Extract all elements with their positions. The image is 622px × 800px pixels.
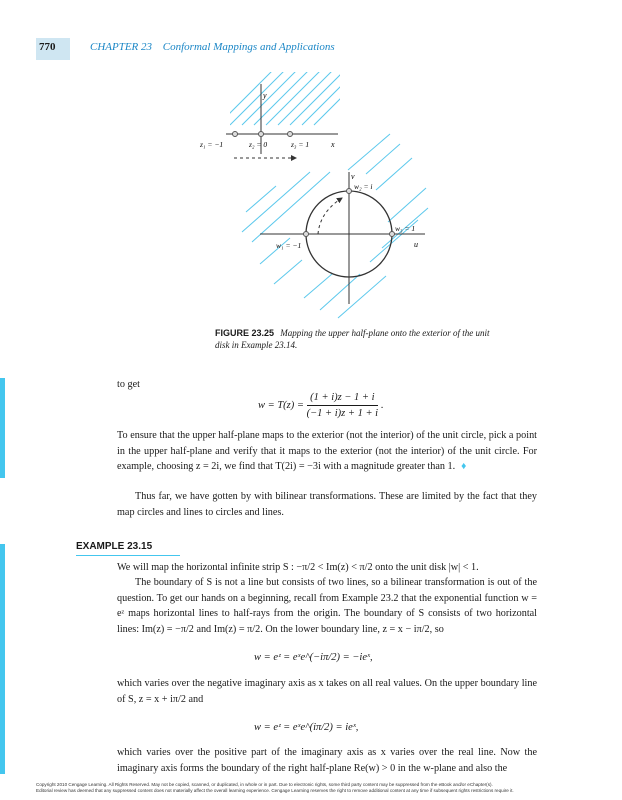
example-lower-result: which varies over the negative imaginary axis as x takes on all real values. On the upper boundary line of S, z = x + iπ/2 and xyxy=(117,678,537,705)
x-axis-label: x xyxy=(331,140,335,149)
example-intro: We will map the horizontal infinite strip S : −π/2 < Im(z) < π/2 onto the unit disk |w| < 1. xyxy=(117,562,479,573)
eq1-denominator: (−1 + i)z + 1 + i xyxy=(306,408,379,419)
caption-text: Mapping the upper half-plane onto the exterior of the unit disk in Example 23.14. xyxy=(215,328,490,350)
label-z3: z₃ = 1 xyxy=(291,140,310,149)
eq1-numerator: (1 + i)z − 1 + i xyxy=(307,392,379,406)
equation-lower-boundary: w = eᶻ = eˣe^(−iπ/2) = −ieˣ, xyxy=(254,652,373,663)
to-get-text: to get xyxy=(117,379,140,390)
point-z3 xyxy=(288,132,293,137)
label-w1: w₁ = −1 xyxy=(276,241,302,250)
equation-upper-boundary: w = eᶻ = eˣe^(iπ/2) = ieˣ, xyxy=(254,722,359,733)
example-heading-rule xyxy=(76,555,180,556)
eq1-lhs: w = T(z) = xyxy=(258,400,304,411)
point-w2 xyxy=(347,189,352,194)
page-number: 770 xyxy=(39,41,56,53)
point-w3 xyxy=(390,232,395,237)
example-upper-result: which varies over the positive part of the imaginary axis as x varies over the real line. Now the imaginary axis forms the boundary of the right half-plane Re(w) > 0 in the w-plane and also the xyxy=(117,747,537,774)
label-w3: w₃ = 1 xyxy=(395,224,416,233)
label-z2: z₂ = 0 xyxy=(249,140,268,149)
paragraph-exterior-check xyxy=(117,428,537,475)
para1-text: To ensure that the upper half-plane maps to the exterior (not the interior) of the unit circle, pick a point in the upper half-plane and verify that it maps to the exterior (not the interior) of the unit circle. For example, choosing z = 2i, we find that T(2i) = −3i with a magnitude greater than 1. xyxy=(117,430,537,472)
point-z1 xyxy=(233,132,238,137)
copyright-footer xyxy=(36,782,596,794)
equation-bilinear xyxy=(258,392,383,419)
y-axis-label: y xyxy=(263,91,267,100)
chapter-title: Conformal Mappings and Applications xyxy=(162,41,335,53)
example-boundary-paragraph: The boundary of S is not a line but consists of two lines, so a bilinear transformation is out of the question. To get our hands on a beginning, recall from Example 23.2 that the exponential function w = eᶻ maps horizontal lines to half-rays from the origin. The boundary of S consists of two horizontal lines: Im(z) = −π/2 and Im(z) = π/2. On the lower boundary line, z = x − iπ/2, so xyxy=(117,577,537,635)
v-axis-label: v xyxy=(351,172,355,181)
chapter-label: CHAPTER 23 xyxy=(90,41,153,53)
point-w1 xyxy=(304,232,309,237)
paragraph-bilinear-limits: Thus far, we have gotten by with bilinear transformations. These are limited by the fact that they map circles and lines to circles and lines. xyxy=(117,491,537,518)
label-w2: w₂ = i xyxy=(354,182,373,191)
margin-bar-example xyxy=(0,544,5,774)
end-of-example-icon: ♦ xyxy=(461,461,467,472)
margin-bar-top xyxy=(0,378,5,478)
w-dashed-arrow xyxy=(318,198,342,234)
caption-label: FIGURE 23.25 xyxy=(215,328,275,338)
eq1-fraction xyxy=(307,392,379,419)
eq1-end: . xyxy=(380,400,384,411)
footer-line-1: Copyright 2010 Cengage Learning. All Rights Reserved. May not be copied, scanned, or duplicated, in whole or in part. Due to electronic rights, some third party content may be suppressed from the eBook and/or eChapter(s). xyxy=(36,782,493,787)
figure-conformal-map xyxy=(190,62,440,324)
figure-caption xyxy=(215,327,495,351)
upper-halfplane-hatching xyxy=(218,65,374,125)
example-heading: EXAMPLE 23.15 xyxy=(76,541,153,552)
point-z2 xyxy=(259,132,264,137)
label-z1: z₁ = −1 xyxy=(200,140,224,149)
running-header xyxy=(90,41,335,53)
footer-line-2: Editorial review has deemed that any suppressed content does not materially affect the overall learning experience. Cengage Learning reserves the right to remove additional content at any time if subsequent rights restrictions require it. xyxy=(36,788,514,793)
u-axis-label: u xyxy=(414,240,418,249)
